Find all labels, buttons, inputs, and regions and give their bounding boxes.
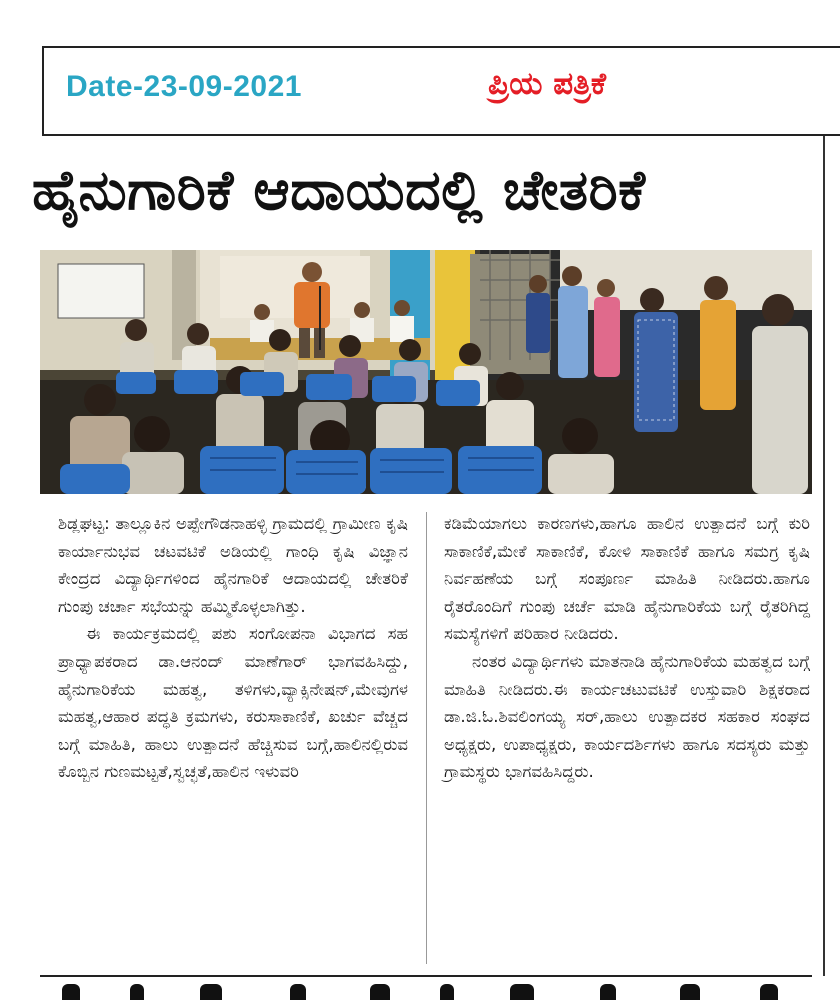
column-rule-right [823,136,825,976]
publication-date: Date-23-09-2021 [66,70,302,103]
next-article-cutoff [40,984,812,1000]
newspaper-name: ಪ್ರಿಯ ಪತ್ರಿಕೆ [488,66,607,102]
page-top-margin [0,0,840,48]
column-divider [426,512,427,964]
event-photo [40,250,812,494]
article-paragraph: ಶಿಡ್ಲಘಟ್ಟ: ತಾಲ್ಲೂಕಿನ ಅಪ್ಪೇಗೌಡನಾಹಳ್ಳಿ ಗ್ರಾಮದಲ್ಲಿ ಗ್ರಾಮೀಣ ಕೃಷಿ ಕಾರ್ಯಾನುಭವ ಚಟವಟಿಕೆ ಅಡಿಯಲ್ಲಿ ಗಾಂಧಿ ಕೃಷಿ ವಿಜ್ಞಾನ ಕೇಂದ್ರದ ವಿದ್ಯಾರ್ಥಿಗಳಿಂದ ಹೈನಗಾರಿಕೆ ಆದಾಯದಲ್ಲಿ ಚೇತರಿಕೆ ಗುಂಪು ಚರ್ಚಾ ಸಭೆಯನ್ನು ಹಮ್ಮಿಕೊಳ್ಳಲಾಗಿತ್ತು. [58,514,408,616]
article-paragraph: ನಂತರ ವಿದ್ಯಾರ್ಥಿಗಳು ಮಾತನಾಡಿ ಹೈನುಗಾರಿಕೆಯ ಮಹತ್ವದ ಬಗ್ಗೆ ಮಾಹಿತಿ ನೀಡಿದರು.ಈ ಕಾರ್ಯಚಟುವಟಿಕೆ ಉಸ್ತುವಾರಿ ಶಿಕ್ಷಕರಾದ ಡಾ.ಜಿ.ಓ.ಶಿವಲಿಂಗಯ್ಯ ಸರ್,ಹಾಲು ಉತ್ಪಾದಕರ ಸಹಕಾರ ಸಂಘದ ಅಧ್ಯಕ್ಷರು, ಉಪಾಧ್ಯಕ್ಷರು, ಕಾರ್ಯದರ್ಶಿಗಳು ಹಾಗೂ ಸದಸ್ಯರು ಮತ್ತು ಗ್ರಾಮಸ್ಥರು ಭಾಗವಹಿಸಿದ್ದರು. [444,651,810,782]
article-paragraph: ಕಡಿಮೆಯಾಗಲು ಕಾರಣಗಳು,ಹಾಗೂ ಹಾಲಿನ ಉತ್ಪಾದನೆ ಬಗ್ಗೆ ಕುರಿ ಸಾಕಾಣಿಕೆ,ಮೇಕೆ ಸಾಕಾಣಿಕೆ, ಕೋಳಿ ಸಾಕಾಣಿಕೆ ಹಾಗೂ ಸಮಗ್ರ ಕೃಷಿ ನಿರ್ವಹಣೆಯ ಬಗ್ಗೆ ಸಂಪೂರ್ಣ ಮಾಹಿತಿ ನೀಡಿದರು.ಹಾಗೂ ರೈತರೊಂದಿಗೆ ಗುಂಪು ಚರ್ಚೆ ಮಾಡಿ ಹೈನುಗಾರಿಕೆಯ ಬಗ್ಗೆ ರೈತರಿಗಿದ್ದ ಸಮಸ್ಯೆಗಳಿಗೆ ಪರಿಹಾರ ನೀಡಿದರು. [444,514,810,644]
article-column-right [444,510,810,786]
article-column-left [58,510,408,786]
article-headline: ಹೈನುಗಾರಿಕೆ ಆದಾಯದಲ್ಲಿ ಚೇತರಿಕೆ [32,158,646,222]
bottom-rule [40,975,812,977]
article-paragraph: ಈ ಕಾರ್ಯಕ್ರಮದಲ್ಲಿ ಪಶು ಸಂಗೋಪನಾ ವಿಭಾಗದ ಸಹ ಪ್ರಾಧ್ಯಾಪಕರಾದ ಡಾ.ಆನಂದ್ ಮಾಣೆಗಾರ್ ಭಾಗವಹಿಸಿದ್ದು, ಹೈನುಗಾರಿಕೆಯ ಮಹತ್ವ, ತಳಿಗಳು,ವ್ಯಾಕ್ಸಿನೇಷನ್,ಮೇವುಗಳ ಮಹತ್ವ,ಆಹಾರ ಪದ್ಧತಿ ಕ್ರಮಗಳು, ಕರುಸಾಕಾಣಿಕೆ, ಖರ್ಚು ವೆಚ್ಚದ ಬಗ್ಗೆ ಮಾಹಿತಿ, ಹಾಲು ಉತ್ಪಾದನೆ ಹೆಚ್ಚಿಸುವ ಬಗ್ಗೆ,ಹಾಲಿನಲ್ಲಿರುವ ಕೊಬ್ಬಿನ ಗುಣಮಟ್ಟತೆ,ಸ್ವಚ್ಛತೆ,ಹಾಲಿನ ಇಳುವರಿ [58,624,408,782]
